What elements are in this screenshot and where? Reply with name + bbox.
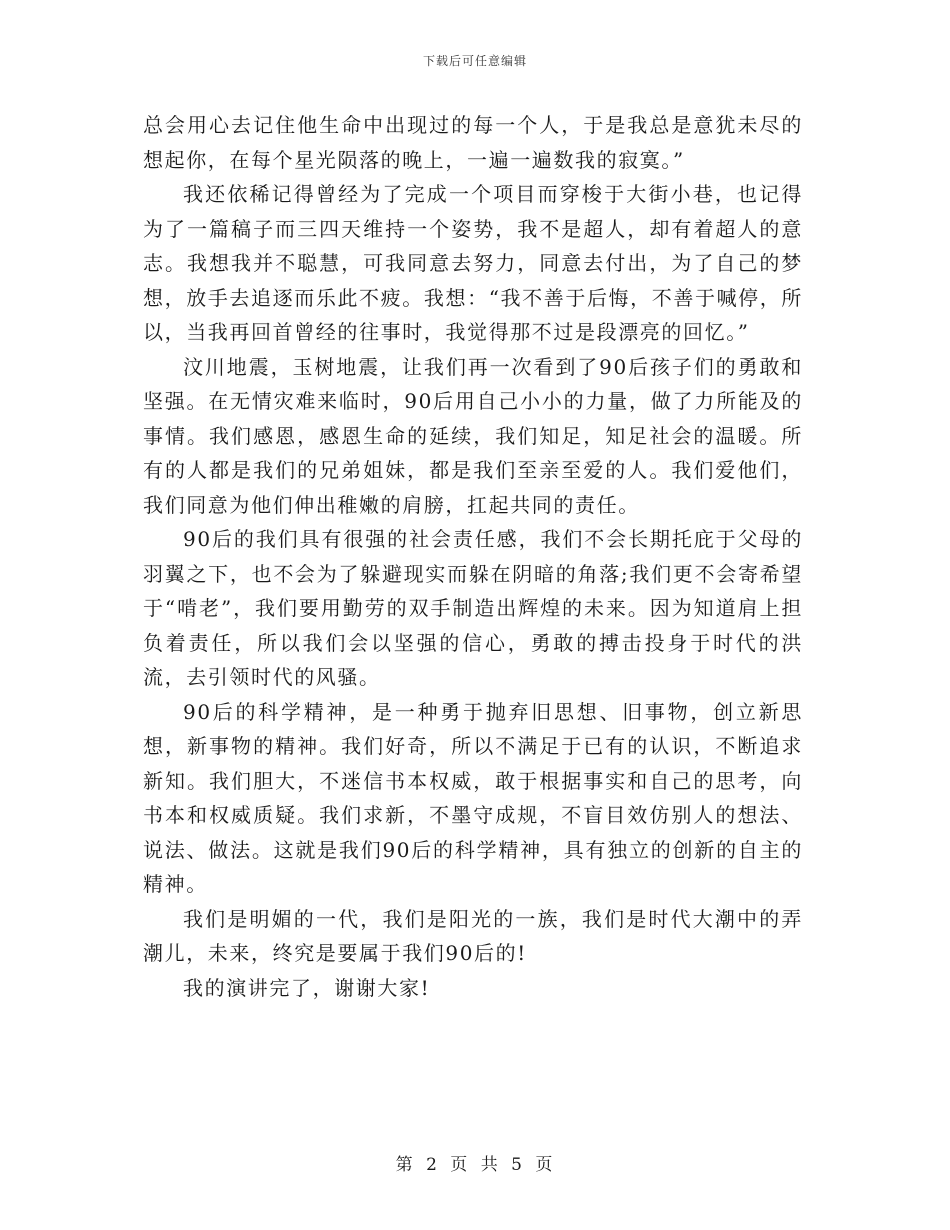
- paragraph-continuation: 总会用心去记住他生命中出现过的每一个人，于是我总是意犹未尽的想起你，在每个星光陨落的晚上，一遍一遍数我的寂寞。”: [143, 113, 803, 172]
- paragraph-closing: 我的演讲完了，谢谢大家!: [183, 975, 431, 1000]
- document-body: [143, 108, 803, 1005]
- paragraph-project-memory: 我还依稀记得曾经为了完成一个项目而穿梭于大街小巷，也记得为了一篇稿子而三四天维持一个姿势，我不是超人，却有着超人的意志。我想我并不聪慧，可我同意去努力，同意去付出，为了自己的梦想，放手去追逐而乐此不疲。我想：“我不善于后悔，不善于喊停，所以，当我再回首曾经的往事时，我觉得那不过是段漂亮的回忆。”: [143, 182, 803, 344]
- paragraph-science-spirit: 90后的科学精神，是一种勇于抛弃旧思想、旧事物，创立新思想，新事物的精神。我们好奇，所以不满足于已有的认识，不断追求新知。我们胆大，不迷信书本权威，敢于根据事实和自己的思考，向书本和权威质疑。我们求新，不墨守成规，不盲目效仿别人的想法、说法、做法。这就是我们90后的科学精神，具有独立的创新的自主的精神。: [143, 699, 803, 896]
- paragraph-generation: 我们是明媚的一代，我们是阳光的一族，我们是时代大潮中的弄潮儿，未来，终究是要属于我们90后的!: [143, 906, 803, 965]
- paragraph-earthquake: 汶川地震，玉树地震，让我们再一次看到了90后孩子们的勇敢和坚强。在无情灾难来临时，90后用自己小小的力量，做了力所能及的事情。我们感恩，感恩生命的延续，我们知足，知足社会的温暖。所有的人都是我们的兄弟姐妹，都是我们至亲至爱的人。我们爱他们，我们同意为他们伸出稚嫩的肩膀，扛起共同的责任。: [143, 354, 803, 517]
- paragraph-responsibility: 90后的我们具有很强的社会责任感，我们不会长期托庇于父母的羽翼之下，也不会为了躲避现实而躲在阴暗的角落;我们更不会寄希望于“啃老”，我们要用勤劳的双手制造出辉煌的未来。因为知道肩上担负着责任，所以我们会以坚强的信心，勇敢的搏击投身于时代的洪流，去引领时代的风骚。: [143, 527, 803, 689]
- page-number: 第 2 页 共 5 页: [395, 1155, 555, 1175]
- page-header-note: 下载后可任意编辑: [422, 54, 527, 68]
